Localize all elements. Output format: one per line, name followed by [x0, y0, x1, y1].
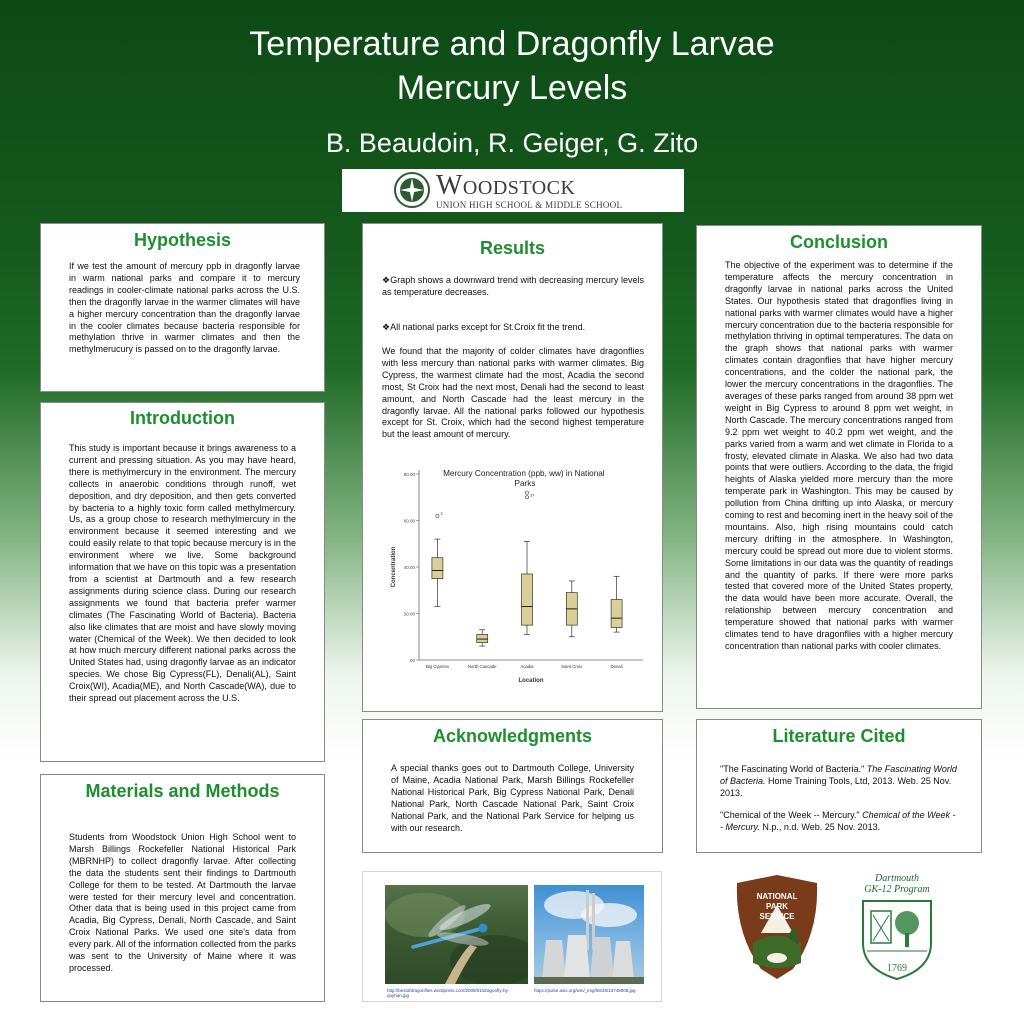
- poster-title-line2: Mercury Levels: [396, 69, 628, 107]
- y-tick-label: 80.00: [403, 472, 415, 477]
- compass-seal-icon: [394, 172, 430, 208]
- reference-1-source: The Fascinating World of Bacteria.: [720, 764, 957, 786]
- outlier-point: [525, 491, 528, 494]
- dartmouth-year: 1769: [887, 963, 907, 974]
- reference-2-source: Chemical of the Week -- Mercury.: [720, 810, 956, 832]
- results-bullet-2: ❖All national parks except for St.Croix fit the trend.: [382, 322, 586, 332]
- hypothesis-text: If we test the amount of mercury ppb in dragonfly larvae in warm national parks and compare it to mercury readings in cooler-climate national parks across the U.S. then the dragonfly larvae in the warmer climates will have a higher mercury concentration than the dragonfly larvae in the cooler climates because bacteria responsible for methylation thrive in warmer climates and then the methylmerucury is passed on to the dragonfly larvae.: [69, 261, 300, 355]
- power-plant-photo: [534, 885, 644, 984]
- nps-logo-text-1: NATIONAL: [756, 892, 798, 901]
- national-park-service-logo: [733, 873, 821, 981]
- nps-logo-text-3: SERVICE: [759, 912, 795, 921]
- woodstock-logo: [342, 169, 684, 212]
- reference-2: [720, 810, 957, 834]
- acknowledgments-text: A special thanks goes out to Dartmouth College, University of Maine, Acadia National Park, Marsh Billings Rockefeller National Historical Park, Big Cypress National Park, Denali National Park, North Cascade National Park, Saint Croix National Park, and the National Park Service for helping us with our research.: [391, 763, 634, 833]
- x-tick-label: Denali: [610, 664, 623, 669]
- introduction-panel: [40, 402, 325, 762]
- materials-panel: [40, 774, 325, 1002]
- reference-1-title: "The Fascinating World of Bacteria.": [720, 764, 867, 774]
- conclusion-panel: [696, 225, 982, 709]
- introduction-heading: Introduction: [130, 408, 235, 428]
- hypothesis-panel: [40, 223, 325, 392]
- conclusion-text: The objective of the experiment was to determine if the temperature affects the mercury concentration in dragonfly larvae in national parks across the United States. Our hypothesis stated that dragonflies living in national parks with warmer climates would have a higher mercury concentration due to the bacteria responsible for methylation thriving in optimal temperatures. The data on the graph shows that national parks with warmer climates contain dragonflies that have higher mercury concentrations, and the colder the national park, the lower the mercury concentrations in the dragonflies. The averages of these parks ranged from around 38 ppm wet weight in Big Cypress to around 8 ppm wet weight, in North Cascade. The mercury concentrations ranged from 9.2 ppm wet weight to 40.2 ppm wet weight, and the parks varied from a warm and wet climate in Florida to a frosty, elevated climate in Alaska. We also had two data points that were outliers. According to the data, the frigid heights of Alaska yielded more mercury than the more temperate park in Washington. This may be caused by pollution from China drifting up into Alaska, or mercury coming to rest and becoming inert in the heavy soil of the mountains. Also, high rising mountains could catch mercury drifting in the atmosphere. In Washington, mercury could be spread out more due to violent storms. Some limitations in our data was the quantity of readings and the quantity of parks. If there were more parks tested that covered more of the United States property, the data would have been more accurate. Overall, the relationship between mercury concentration and temperature showed that national parks with warmer climates tend to have dragonflies with a higher mercury concentration than national parks with cooler climates.: [725, 260, 953, 651]
- x-tick-label: Saint Croix: [561, 664, 583, 669]
- nps-logo-text-2: PARK: [765, 902, 789, 911]
- results-heading: Results: [479, 238, 546, 258]
- hypothesis-heading: Hypothesis: [133, 230, 232, 250]
- literature-panel: [696, 719, 982, 853]
- y-tick-label: 60.00: [403, 518, 415, 524]
- photos-panel: [362, 871, 662, 1002]
- y-tick-label: 20.00: [403, 611, 415, 617]
- y-tick-label: 40.00: [403, 565, 415, 570]
- x-tick-label: North Cascade: [467, 664, 497, 669]
- box-body: [522, 574, 533, 625]
- box-body: [477, 634, 488, 642]
- box-body: [432, 558, 443, 579]
- dartmouth-gk12-logo: [851, 873, 943, 981]
- conclusion-heading: Conclusion: [790, 232, 888, 252]
- introduction-text: This study is important because it brings awareness to a current and pressing situation. As you may have heard, there is methylmercury in the environment. The mercury collects in anaerobic conditions through runoff, wet deposition, and dry deposition, and then gets converted by bacteria to a highly toxic form called methylmercury. Us, as a group chose to research methylmercury in the environment because it seemed interesting and we could easily relate to that topic because mercury is in the environment where we live. Some background information that we have on this topic was a presentation from a scientist at Dartmouth and a few research assignments during science class. During our research assignments we found that bacteria prefer warmer climates (The Fascinating World of Bacteria). Bacteria also like climates that are moist and have slowly moving water (Chemical of the Week). We then decided to look at how much mercury different national parks across the United States had, using dragonfly larvae as an indicator species. We chose Big Cypress(FL), Denali(AL), Saint Croix(WI), Acadia(ME), and North Cascade(WA), due to their spread out placement across the U.S.: [69, 443, 296, 704]
- y-tick-label: .00: [408, 658, 415, 663]
- acknowledgments-panel: [362, 719, 663, 853]
- outlier-label: 3: [440, 511, 443, 516]
- gk12-program-label: GK-12 Program: [864, 884, 930, 895]
- dartmouth-label: Dartmouth: [875, 873, 919, 884]
- outlier-point: [436, 514, 439, 517]
- y-axis-title: Concentration: [391, 546, 397, 588]
- power-plant-photo-caption[interactable]: https://pulse.asis.org/wm/_img/08/26/13748008.jpg: [534, 988, 636, 993]
- logo-sub-text: UNION HIGH SCHOOL & MIDDLE SCHOOL: [436, 199, 623, 210]
- results-paragraph: We found that the majority of colder climates have dragonflies with less mercury than national parks with warmer climates. Big Cypress, the warmest climate had the most, Acadia the second most, St Croix had the next most, Denali had the second to least amount, and North Cascade had the least mercury in the dragonfly larvae. All the national parks followed our hypothesis except for St. Croix, which had the second highest temperature but the least amount of mercury.: [382, 346, 644, 440]
- materials-heading: Materials and Methods: [85, 781, 280, 801]
- literature-heading: Literature Cited: [772, 726, 906, 746]
- reference-2-title: "Chemical of the Week -- Mercury.": [720, 810, 863, 820]
- x-tick-label: Big Cypress: [425, 664, 449, 669]
- mercury-boxplot-chart: [363, 460, 664, 685]
- chart-title: Mercury Concentration (ppb, ww) in National Parks: [443, 469, 605, 488]
- x-tick-label: Acadia: [520, 664, 534, 669]
- poster-authors: B. Beaudoin, R. Geiger, G. Zito: [325, 128, 699, 158]
- results-bullet-1: ❖Graph shows a downward trend with decreasing mercury levels as temperature decreases.: [382, 275, 644, 297]
- acknowledgments-heading: Acknowledgments: [432, 726, 593, 746]
- dragonfly-photo-caption[interactable]: http://bestofdragonflies.wordpress.com/2009/01/dragonfly-by-quyhan.jpg: [387, 988, 510, 998]
- reference-2-details: N.p., n.d. Web. 25 Nov. 2013.: [759, 821, 881, 832]
- poster-title-line1: Temperature and Dragonfly Larvae: [249, 25, 775, 63]
- outlier-point: [525, 496, 528, 499]
- reference-1: [720, 764, 957, 800]
- results-panel: [362, 223, 663, 712]
- x-axis-title: Location: [518, 678, 544, 684]
- box-body: [611, 600, 622, 628]
- outlier-label: 37: [530, 493, 535, 498]
- dartmouth-shield-icon: [857, 897, 937, 981]
- reference-1-details: Home Training Tools, Ltd, 2013. Web. 25 Nov. 2013.: [720, 775, 952, 798]
- dragonfly-photo: [385, 885, 528, 984]
- materials-text: Students from Woodstock Union High School went to Marsh Billings Rockefeller National Historical Park (MBRNHP) to collect dragonfly larvae. After collecting the data the students sent their findings to Dartmouth College for them to be tested. At Dartmouth the larvae were tested for their mercury level and concentration. Other data that is being used in this project came from Acadia, Big Cypress, Denali, North Cascade, and Saint Croix National Parks. We used one site's data from every park. All of the information collected from the parks was sent to the University of Maine where it was processed.: [69, 832, 296, 973]
- logo-main-text: Woodstock: [436, 169, 576, 201]
